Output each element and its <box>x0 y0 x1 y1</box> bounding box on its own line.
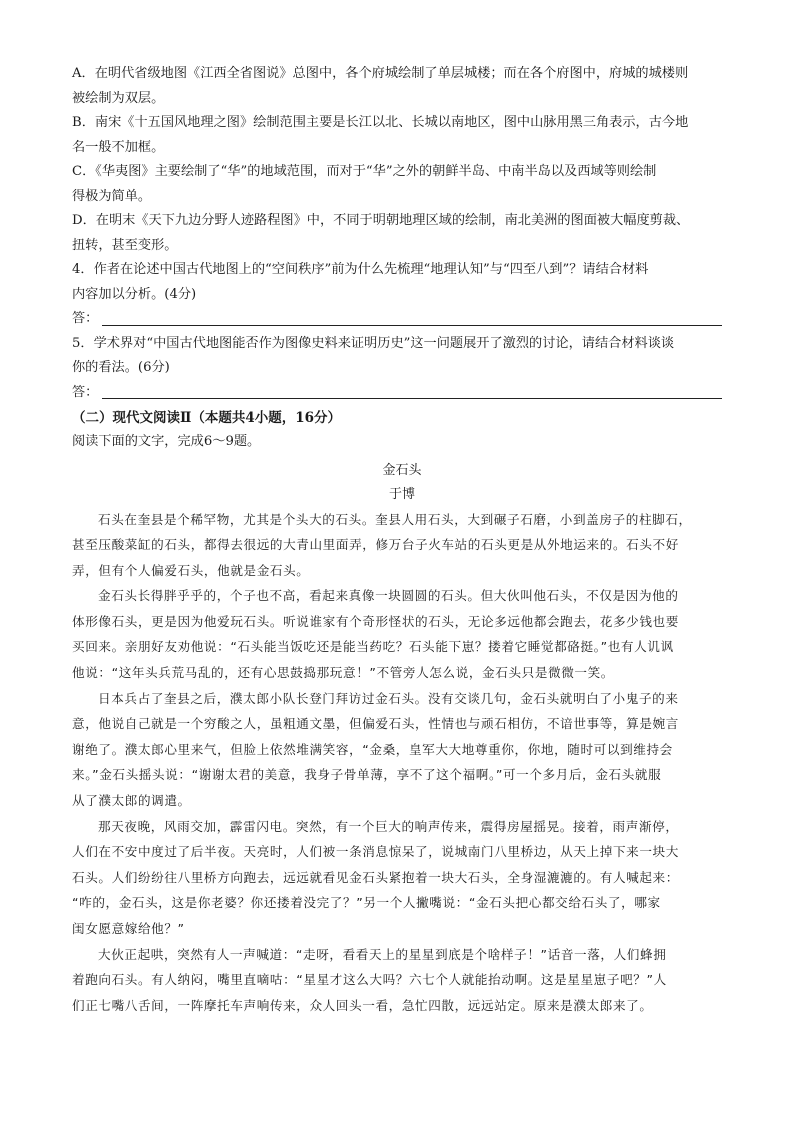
option-a-line-1: A．在明代省级地图《江西全省图说》总图中，各个府城绘制了单层城楼；而在各个府图中，府城的城楼则 <box>72 66 689 81</box>
story-line: 着跑向石头。有人纳闷，嘴里直嘀咕：“星星才这么大吗？六七个人就能抬动啊。这是星星崽子吧？”人 <box>72 972 667 988</box>
story-line: 意，他说自己就是一个穷酸之人，虽粗通文墨，但偏爱石头，性情也与顽石相仿，不谙世事等，算是婉言 <box>72 716 679 732</box>
story-line: “咋的，金石头，这是你老婆？你还搂着没完了？”另一个人撇嘴说：“金石头把心都交给石头了，哪家 <box>72 895 661 911</box>
question-5-line-2: 你的看法。(6分) <box>72 360 170 375</box>
option-c <box>72 160 732 209</box>
exam-page <box>72 62 732 1018</box>
story-line: 从了濮太郎的调遣。 <box>72 793 191 809</box>
story-line: 金石头长得胖乎乎的，个子也不高，看起来真像一块圆圆的石头。但大伙叫他石头，不仅是因为他的 <box>98 588 679 604</box>
section-instruction: 阅读下面的文字，完成6～9题。 <box>72 434 261 449</box>
story-paragraph-5 <box>72 942 732 1019</box>
answer-5-row <box>72 381 732 406</box>
section-title: （二）现代文阅读Ⅱ（本题共4小题，16分） <box>72 410 342 426</box>
story-line: 大伙正起哄，突然有人一声喊道：“走呀，看看天上的星星到底是个啥样子！”话音一落，人们蜂拥 <box>98 946 667 962</box>
option-c-line-2: 得极为简单。 <box>72 188 152 204</box>
story-line: 他说：“这年头兵荒马乱的，还有心思鼓捣那玩意！”不管旁人怎么说，金石头只是微微一笑。 <box>72 665 614 681</box>
answer-5-line[interactable] <box>102 384 722 399</box>
story-line: 弄，但有个人偏爱石头，他就是金石头。 <box>72 562 310 578</box>
story-line: 人们在不安中度过了后半夜。天亮时，人们被一条消息惊呆了，说城南门八里桥边，从天上掉下来一块大 <box>72 844 679 860</box>
story-line: 那天夜晚，风雨交加，霹雷闪电。突然，有一个巨大的响声传来，震得房屋摇晃。接着，雨声渐停， <box>98 818 679 834</box>
story-line: 石头。人们纷纷往八里桥方向跑去，远远就看见金石头紧抱着一块大石头，全身湿漉漉的。有人喊起来： <box>72 869 679 885</box>
option-a <box>72 62 732 111</box>
question-4-line-1: 4．作者在论述中国古代地图上的“空间秩序”前为什么先梳理“地理认知”与“四至八到”？请结合材料 <box>72 262 649 277</box>
story-title: 金石头 <box>382 462 422 478</box>
story-line: 日本兵占了奎县之后，濮太郎小队长登门拜访过金石头。没有交谈几句，金石头就明白了小鬼子的来 <box>98 690 679 706</box>
option-b-line-1: B．南宋《十五国风地理之图》绘制范围主要是长江以北、长城以南地区，图中山脉用黑三角表示，古今地 <box>72 115 689 130</box>
story-line: 谢绝了。濮太郎心里来气，但脸上依然堆满笑容，“金桑，皇军大大地尊重你，你地，随时可以到维持会 <box>72 741 673 757</box>
answer-4-label: 答： <box>72 311 99 326</box>
question-5-line-1: 5．学术界对“中国古代地图能否作为图像史料来证明历史”这一问题展开了激烈的讨论，请结合材料谈谈 <box>72 335 675 351</box>
option-a-line-2: 被绘制为双层。 <box>72 90 165 106</box>
story-paragraph-2 <box>72 583 732 685</box>
story-line: 体形像石头，更是因为他爱玩石头。听说谁家有个奇形怪状的石头，无论多远他都会跑去，花多少钱也要 <box>72 613 679 629</box>
answer-4-line[interactable] <box>102 311 722 326</box>
story-paragraph-3 <box>72 686 732 814</box>
story-line: 闺女愿意嫁给他？” <box>72 921 185 936</box>
option-d-line-2: 扭转，甚至变形。 <box>72 237 178 253</box>
story-body <box>72 507 732 1019</box>
story-line: 买回来。亲朋好友劝他说：“石头能当饭吃还是能当药吃？石头能下崽？搂着它睡觉都硌挺。”也有人讥讽 <box>72 639 674 655</box>
option-d-line-1: D．在明末《天下九边分野人迹路程图》中，不同于明朝地理区域的绘制，南北美洲的图面被大幅度剪裁、 <box>72 213 690 228</box>
story-paragraph-4 <box>72 814 732 942</box>
option-b <box>72 111 732 160</box>
answer-5-label: 答： <box>72 384 99 400</box>
story-author: 于博 <box>388 486 415 502</box>
story-line: 石头在奎县是个稀罕物，尤其是个头大的石头。奎县人用石头，大到碾子石磨，小到盖房子的柱脚石， <box>98 511 692 527</box>
story-paragraph-1 <box>72 507 732 584</box>
answer-4-row <box>72 307 732 332</box>
option-c-line-1: C．《华夷图》主要绘制了“华”的地域范围，而对于“华”之外的朝鲜半岛、中南半岛以及西域等则绘制 <box>72 164 657 179</box>
option-b-line-2: 名一般不加框。 <box>72 139 165 155</box>
question-4-line-2: 内容加以分析。(4分) <box>72 286 197 302</box>
option-d <box>72 209 732 258</box>
story-line: 们正七嘴八舌间，一阵摩托车声响传来，众人回头一看，急忙四散，远远站定。原来是濮太郎来了。 <box>72 997 653 1013</box>
question-5 <box>72 332 732 381</box>
story-line: 甚至压酸菜缸的石头，都得去很远的大青山里面弄，修万台子火车站的石头更是从外地运来的。石头不好 <box>72 537 679 553</box>
story-line: 来。”金石头摇头说：“谢谢太君的美意，我身子骨单薄，享不了这个福啊。”可一个多月后，金石头就服 <box>72 767 662 783</box>
question-4 <box>72 258 732 307</box>
